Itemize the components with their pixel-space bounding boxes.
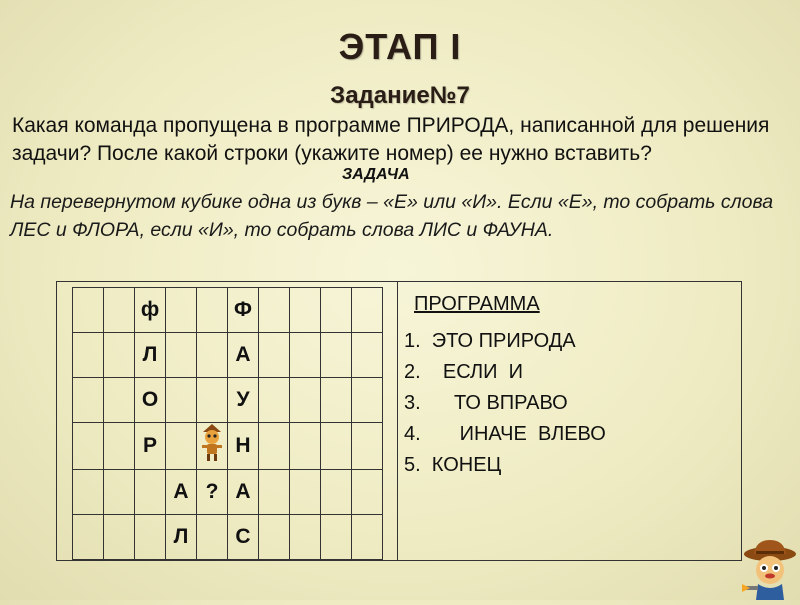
frame-divider: [397, 281, 398, 561]
grid-cell: Н: [228, 423, 259, 470]
grid-cell: [135, 515, 166, 560]
task-number: Задание№7: [330, 82, 470, 109]
grid-cell: [259, 423, 290, 470]
grid-cell: У: [228, 378, 259, 423]
grid-cell: А: [166, 470, 197, 515]
program-panel: [404, 293, 734, 481]
grid-cell: [352, 333, 383, 378]
grid-cell: [290, 515, 321, 560]
grid-cell: [73, 470, 104, 515]
grid-cell: [259, 515, 290, 560]
robot-figure-icon: [199, 423, 225, 463]
grid-cell: [197, 515, 228, 560]
grid-cell: ?: [197, 470, 228, 515]
grid-cell: ф: [135, 288, 166, 333]
grid-cell: [104, 378, 135, 423]
grid-cell: Л: [135, 333, 166, 378]
grid-cell: [73, 423, 104, 470]
grid-cell: [104, 333, 135, 378]
slide-title: ЭТАП I: [338, 26, 462, 67]
grid-cell: [290, 423, 321, 470]
grid-cell: [290, 333, 321, 378]
grid-cell: [352, 378, 383, 423]
program-line: 2. ЕСЛИ И: [404, 361, 524, 383]
grid-cell: О: [135, 378, 166, 423]
grid-cell: [321, 333, 352, 378]
program-line: 3. ТО ВПРАВО: [404, 392, 568, 414]
grid-cell: [321, 378, 352, 423]
grid-cell: [73, 333, 104, 378]
grid-cell: [104, 515, 135, 560]
grid-cell: [135, 470, 166, 515]
grid-cell: А: [228, 333, 259, 378]
grid-cell: [104, 288, 135, 333]
grid-row: [73, 515, 383, 560]
grid-row: [73, 333, 383, 378]
grid-cell: Ф: [228, 288, 259, 333]
grid-row: [73, 378, 383, 423]
grid-cell: [259, 288, 290, 333]
grid-cell: [321, 423, 352, 470]
grid-cell: [73, 378, 104, 423]
program-line: 5. КОНЕЦ: [404, 454, 502, 476]
program-line: 4. ИНАЧЕ ВЛЕВО: [404, 423, 606, 445]
grid-cell: [104, 423, 135, 470]
grid-cell: [104, 470, 135, 515]
grid-row: [73, 470, 383, 515]
grid-cell: Л: [166, 515, 197, 560]
task-heading: ЗАДАЧА: [342, 166, 410, 183]
grid-cell: [166, 423, 197, 470]
question-text: Какая команда пропущена в программе ПРИРОДА, написанной для решения задачи? После какой строки (укажите номер) ее нужно вставить?: [12, 114, 770, 165]
grid-cell: [73, 515, 104, 560]
grid-cell: [166, 333, 197, 378]
grid-cell: [321, 470, 352, 515]
grid-cell: [352, 423, 383, 470]
program-list: [404, 326, 734, 481]
grid-cell: [166, 288, 197, 333]
grid-cell: А: [228, 470, 259, 515]
grid-cell: [352, 288, 383, 333]
grid-cell: [259, 333, 290, 378]
cartoon-cowboy-mascot-icon: [736, 540, 800, 605]
task-description: На перевернутом кубике одна из букв – «Е» или «И». Если «Е», то собрать слова ЛЕС и ФЛОРА, если «И», то собрать слова ЛИС и ФАУНА.: [10, 191, 774, 241]
grid-row: [73, 288, 383, 333]
grid-cell: [352, 515, 383, 560]
grid-cell-robot: [197, 423, 228, 470]
grid-cell: С: [228, 515, 259, 560]
grid-cell: [73, 288, 104, 333]
program-title: ПРОГРАММА: [414, 293, 540, 315]
grid-cell: [197, 333, 228, 378]
grid-cell: [321, 515, 352, 560]
grid-cell: [197, 378, 228, 423]
grid-row: [73, 423, 383, 470]
grid-cell: [166, 378, 197, 423]
grid-cell: [290, 378, 321, 423]
grid-cell: [290, 288, 321, 333]
grid-cell: [197, 288, 228, 333]
letter-grid: [72, 287, 383, 560]
grid-cell: Р: [135, 423, 166, 470]
grid-cell: [290, 470, 321, 515]
program-line: 1. ЭТО ПРИРОДА: [404, 330, 576, 352]
grid-cell: [259, 470, 290, 515]
grid-cell: [352, 470, 383, 515]
grid-cell: [259, 378, 290, 423]
grid-cell: [321, 288, 352, 333]
